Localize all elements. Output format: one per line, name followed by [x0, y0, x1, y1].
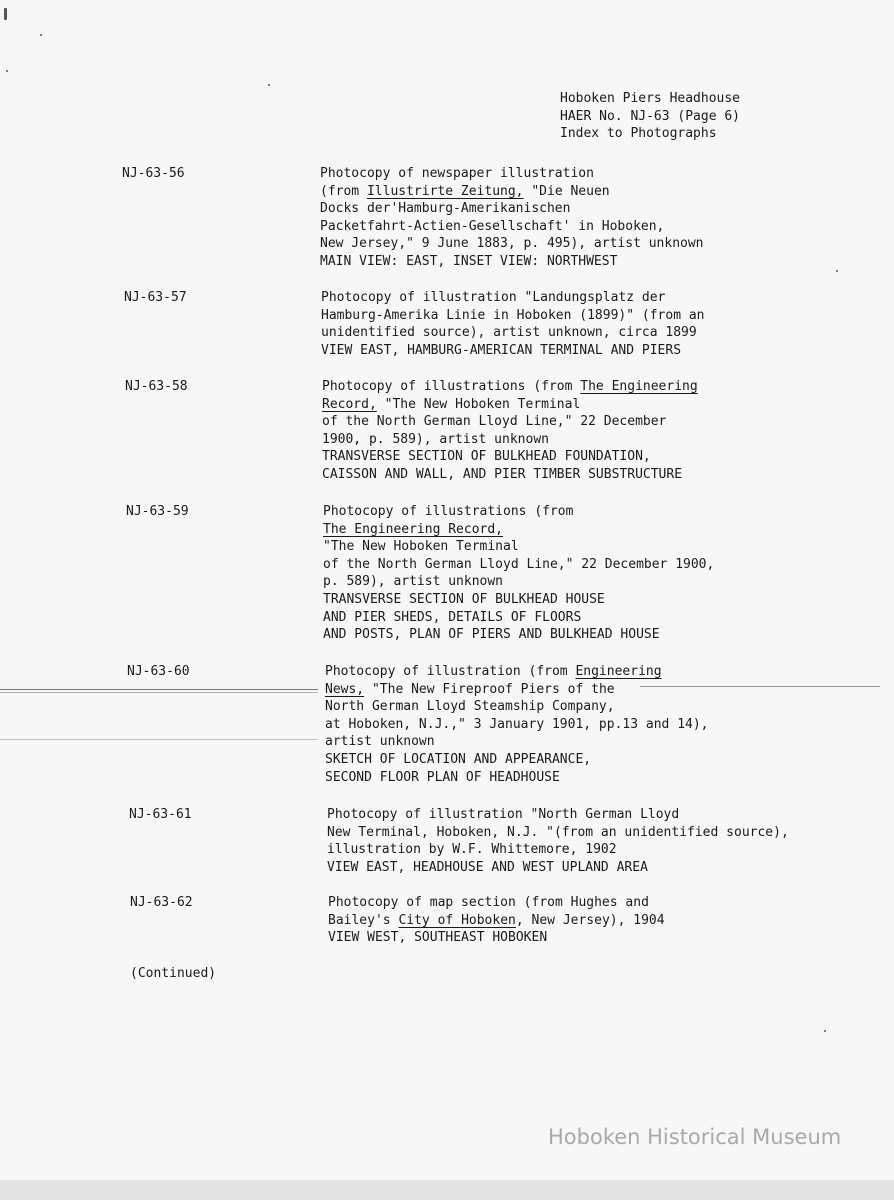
header-subtitle: Index to Photographs — [560, 126, 717, 141]
text-segment: Packetfahrt-Actien-Gesellschaft' in Hoboken, — [320, 218, 665, 234]
description-line — [321, 324, 705, 342]
scan-artifact-line — [0, 692, 318, 693]
text-segment: MAIN VIEW: EAST, INSET VIEW: NORTHWEST — [320, 253, 618, 269]
description-line — [322, 396, 698, 414]
text-segment: Bailey's — [328, 912, 399, 928]
text-segment: VIEW EAST, HEADHOUSE AND WEST UPLAND AREA — [327, 859, 648, 875]
description-line — [322, 466, 698, 484]
photo-entry-description — [323, 503, 714, 644]
photo-entry-description — [322, 378, 698, 484]
photo-entry-id: NJ-63-61 — [129, 807, 192, 822]
description-line — [321, 289, 705, 307]
description-line — [323, 591, 714, 609]
text-segment: New Jersey," 9 June 1883, p. 495), artist unknown — [320, 236, 704, 252]
photo-entry-description — [320, 165, 704, 271]
continued-note: (Continued) — [130, 966, 217, 981]
text-segment: Hamburg-Amerika Linie in Hoboken (1899)" (from an — [321, 307, 705, 323]
description-line — [328, 929, 665, 947]
description-line — [323, 538, 714, 556]
description-line — [328, 912, 665, 930]
photo-entry-description — [327, 806, 789, 876]
text-segment: Docks der'Hamburg-Amerikanischen — [320, 201, 571, 217]
description-line — [323, 503, 714, 521]
scan-artifact-line — [0, 739, 318, 740]
scan-speck — [268, 84, 270, 86]
text-segment: (from — [320, 183, 367, 199]
description-line — [328, 894, 665, 912]
description-line — [325, 681, 709, 699]
text-segment: New Terminal, Hoboken, N.J. "(from an unidentified source), — [327, 824, 789, 840]
text-segment: SECOND FLOOR PLAN OF HEADHOUSE — [325, 769, 560, 785]
description-line — [323, 573, 714, 591]
text-segment: SKETCH OF LOCATION AND APPEARANCE, — [325, 751, 592, 767]
underlined-title: The Engineering — [580, 379, 698, 394]
text-segment: 1900, p. 589), artist unknown — [322, 431, 549, 447]
photo-entry-id: NJ-63-56 — [122, 166, 185, 181]
text-segment: VIEW EAST, HAMBURG-AMERICAN TERMINAL AND PIERS — [321, 342, 682, 358]
description-line — [322, 413, 698, 431]
text-segment: illustration by W.F. Whittemore, 1902 — [327, 842, 617, 858]
description-line — [320, 183, 704, 201]
description-line — [320, 218, 704, 236]
description-line — [320, 200, 704, 218]
description-line — [323, 609, 714, 627]
description-line — [321, 342, 705, 360]
underlined-title: City of Hoboken — [398, 912, 516, 928]
text-segment: VIEW WEST, SOUTHEAST HOBOKEN — [328, 930, 548, 946]
description-line — [325, 716, 709, 734]
text-segment: of the North German Lloyd Line," 22 December — [322, 414, 667, 430]
text-segment: North German Lloyd Steamship Company, — [325, 699, 615, 715]
text-segment: at Hoboken, N.J.," 3 January 1901, pp.13 and 14), — [325, 716, 709, 732]
underlined-title: Engineering — [575, 664, 662, 679]
description-line — [327, 841, 789, 859]
text-segment: of the North German Lloyd Line," 22 December 1900, — [323, 556, 715, 572]
photo-entry-id: NJ-63-59 — [126, 504, 189, 519]
document-header — [560, 90, 740, 143]
photo-entry-id: NJ-63-60 — [127, 664, 190, 679]
scan-speck — [6, 70, 8, 72]
text-segment: TRANSVERSE SECTION OF BULKHEAD FOUNDATION, — [322, 449, 651, 465]
text-segment: unidentified source), artist unknown, circa 1899 — [321, 325, 697, 341]
text-segment: CAISSON AND WALL, AND PIER TIMBER SUBSTRUCTURE — [322, 466, 683, 482]
underlined-title: Illustrirte Zeitung, — [366, 183, 524, 199]
text-segment: Photocopy of illustrations (from — [322, 379, 581, 394]
text-segment: AND POSTS, PLAN OF PIERS AND BULKHEAD HOUSE — [323, 627, 660, 643]
scan-speck — [836, 270, 838, 272]
photo-entry-description — [321, 289, 705, 359]
photo-entry-description — [325, 663, 709, 786]
description-line — [323, 521, 714, 539]
description-line — [320, 235, 704, 253]
description-line — [322, 378, 698, 396]
scan-speck — [40, 34, 42, 36]
text-segment: Photocopy of illustrations (from — [323, 504, 574, 519]
text-segment: artist unknown — [325, 734, 435, 750]
photo-entry-id: NJ-63-62 — [130, 895, 193, 910]
photo-entry-id: NJ-63-58 — [125, 379, 188, 394]
header-haer-number: HAER No. NJ-63 (Page 6) — [560, 108, 741, 124]
scan-artifact-line — [640, 686, 880, 687]
text-segment: p. 589), artist unknown — [323, 574, 504, 590]
text-segment: Photocopy of illustration (from — [325, 664, 576, 679]
description-line — [327, 806, 789, 824]
description-line — [325, 698, 709, 716]
scan-speck — [4, 8, 7, 20]
description-line — [323, 626, 714, 644]
scan-speck — [824, 1030, 826, 1032]
museum-watermark: Hoboken Historical Museum — [548, 1125, 842, 1149]
text-segment: TRANSVERSE SECTION OF BULKHEAD HOUSE — [323, 591, 605, 607]
text-segment: "The New Fireproof Piers of the — [364, 681, 615, 697]
description-line — [325, 733, 709, 751]
description-line — [325, 663, 709, 681]
text-segment: AND PIER SHEDS, DETAILS OF FLOORS — [323, 609, 582, 625]
text-segment: "The New Hoboken Terminal — [323, 539, 519, 555]
text-segment: Photocopy of newspaper illustration — [320, 166, 594, 181]
description-line — [321, 307, 705, 325]
scan-artifact-line — [0, 689, 318, 690]
description-line — [322, 448, 698, 466]
description-line — [327, 824, 789, 842]
text-segment: Photocopy of illustration "Landungsplatz der — [321, 290, 666, 305]
description-line — [327, 859, 789, 877]
underlined-title: Record, — [322, 396, 377, 412]
text-segment: "Die Neuen — [523, 183, 610, 199]
photo-entry-description — [328, 894, 665, 947]
description-line — [320, 165, 704, 183]
photo-entry-id: NJ-63-57 — [124, 290, 187, 305]
description-line — [325, 751, 709, 769]
text-segment: , New Jersey), 1904 — [515, 912, 665, 928]
header-title: Hoboken Piers Headhouse — [560, 91, 741, 106]
description-line — [325, 769, 709, 787]
underlined-title: News, — [325, 681, 365, 697]
description-line — [322, 431, 698, 449]
underlined-title: The Engineering Record, — [323, 521, 504, 537]
text-segment: Photocopy of map section (from Hughes and — [328, 895, 649, 910]
text-segment: Photocopy of illustration "North German Lloyd — [327, 807, 680, 822]
scan-bottom-edge — [0, 1180, 894, 1200]
text-segment: "The New Hoboken Terminal — [376, 396, 581, 412]
description-line — [320, 253, 704, 271]
description-line — [323, 556, 714, 574]
